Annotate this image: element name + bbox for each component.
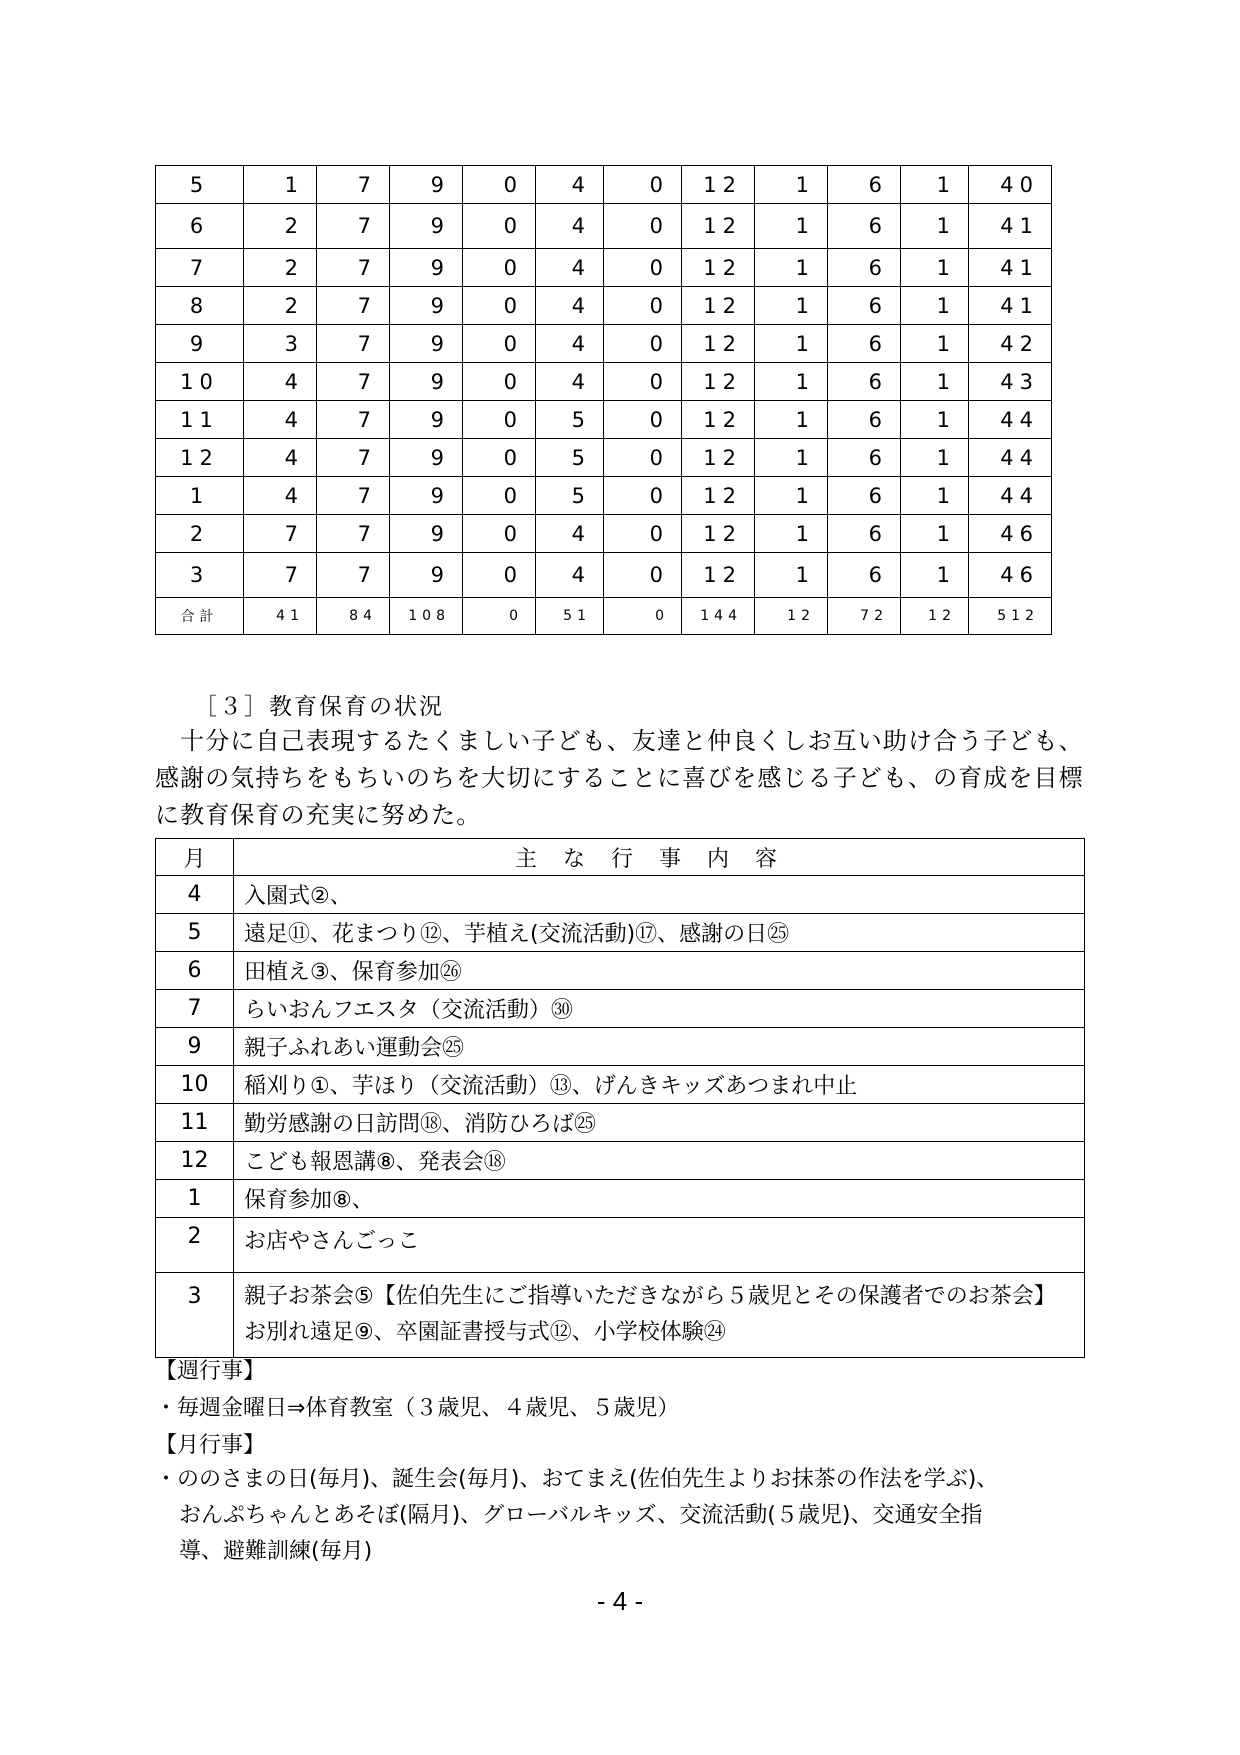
table-cell: 7 (317, 477, 390, 515)
event-month: 7 (156, 990, 234, 1028)
table-row (156, 363, 1052, 401)
table-cell: 0 (604, 553, 682, 598)
table-cell: 1 (755, 204, 828, 249)
event-content: 稲刈り①、芋ほり（交流活動）⑬、げんきキッズあつまれ中止 (234, 1066, 1085, 1104)
event-month: 6 (156, 952, 234, 990)
month-cell: 2 (156, 515, 244, 553)
month-cell: 合計 (156, 598, 244, 635)
table-cell: 7 (317, 325, 390, 363)
table-cell: 9 (390, 287, 463, 325)
table-cell: 4 (536, 287, 604, 325)
table-cell: 1 (901, 477, 969, 515)
table-cell: 1 (901, 249, 969, 287)
table-cell: 3 (244, 325, 317, 363)
table-cell: 7 (317, 287, 390, 325)
table-cell: 46 (969, 515, 1052, 553)
table-cell: 6 (828, 287, 901, 325)
table-cell: 7 (244, 553, 317, 598)
table-cell: 0 (604, 401, 682, 439)
event-row (156, 914, 1085, 952)
table-cell: 0 (463, 553, 536, 598)
table-cell: 144 (682, 598, 755, 635)
table-cell: 12 (682, 363, 755, 401)
table-cell: 6 (828, 439, 901, 477)
table-cell: 12 (682, 515, 755, 553)
table-row (156, 439, 1052, 477)
table-cell: 4 (536, 249, 604, 287)
table-row (156, 287, 1052, 325)
table-cell: 1 (755, 439, 828, 477)
table-cell: 6 (828, 204, 901, 249)
event-row (156, 1142, 1085, 1180)
table-cell: 2 (244, 249, 317, 287)
table-cell: 1 (901, 287, 969, 325)
table-cell: 1 (755, 477, 828, 515)
month-cell: 12 (156, 439, 244, 477)
table-cell: 12 (901, 598, 969, 635)
table-row (156, 553, 1052, 598)
table-cell: 6 (828, 553, 901, 598)
monthly-item (155, 1462, 1095, 1570)
table-cell: 84 (317, 598, 390, 635)
table-cell: 46 (969, 553, 1052, 598)
month-cell: 9 (156, 325, 244, 363)
table-row (156, 325, 1052, 363)
table-cell: 12 (682, 204, 755, 249)
section-heading: ［３］教育保育の状況 (194, 694, 444, 720)
table-row (156, 249, 1052, 287)
table-cell: 44 (969, 477, 1052, 515)
table-cell: 0 (463, 287, 536, 325)
events-header-content: 主な行事内容 (234, 839, 1085, 876)
table-cell: 6 (828, 363, 901, 401)
event-content-line2: お別れ遠足⑨、卒園証書授与式⑫、小学校体験㉔ (244, 1320, 726, 1345)
table-cell: 0 (604, 325, 682, 363)
events-table (155, 838, 1085, 1358)
table-cell: 1 (755, 553, 828, 598)
table-cell: 41 (969, 204, 1052, 249)
event-row (156, 1066, 1085, 1104)
total-row (156, 598, 1052, 635)
enrollment-table (155, 165, 1052, 635)
table-cell: 1 (755, 363, 828, 401)
event-content: 遠足⑪、花まつり⑫、芋植え(交流活動)⑰、感謝の日㉕ (234, 914, 1085, 952)
table-cell: 1 (755, 166, 828, 204)
table-cell: 12 (682, 553, 755, 598)
table-cell: 12 (682, 287, 755, 325)
table-cell: 1 (901, 515, 969, 553)
table-cell: 4 (536, 204, 604, 249)
event-content: 勤労感謝の日訪問⑱、消防ひろば㉕ (234, 1104, 1085, 1142)
table-cell: 4 (244, 401, 317, 439)
month-cell: 8 (156, 287, 244, 325)
table-cell: 7 (317, 204, 390, 249)
monthly-item-line2: おんぷちゃんとあそぼ(隔月)、グローバルキッズ、交流活動(５歳児)、交通安全指 (179, 1503, 983, 1528)
table-cell: 9 (390, 325, 463, 363)
month-cell: 6 (156, 204, 244, 249)
event-month: 3 (156, 1273, 234, 1358)
table-cell: 4 (244, 363, 317, 401)
table-cell: 12 (682, 439, 755, 477)
table-cell: 44 (969, 439, 1052, 477)
event-row (156, 1218, 1085, 1273)
table-cell: 0 (463, 166, 536, 204)
table-cell: 1 (755, 515, 828, 553)
month-cell: 11 (156, 401, 244, 439)
monthly-item-line1: ・ののさまの日(毎月)、誕生会(毎月)、おてまえ(佐伯先生よりお抹茶の作法を学ぶ)、 (155, 1467, 999, 1492)
month-cell: 5 (156, 166, 244, 204)
table-cell: 0 (463, 204, 536, 249)
table-cell: 41 (969, 287, 1052, 325)
table-cell: 1 (755, 249, 828, 287)
table-cell: 1 (755, 401, 828, 439)
table-cell: 1 (901, 439, 969, 477)
section-paragraph: 十分に自己表現するたくましい子ども、友達と仲良くしお互い助け合う子ども、感謝の気持ちをもちいのちを大切にすることに喜びを感じる子ども、の育成を目標に教育保育の充実に努めた。 (155, 727, 1084, 829)
table-cell: 0 (604, 287, 682, 325)
table-cell: 1 (901, 204, 969, 249)
table-cell: 12 (682, 325, 755, 363)
table-cell: 0 (604, 598, 682, 635)
event-month: 9 (156, 1028, 234, 1066)
table-cell: 9 (390, 401, 463, 439)
table-cell: 41 (244, 598, 317, 635)
table-cell: 9 (390, 439, 463, 477)
table-cell: 7 (317, 401, 390, 439)
event-month: 11 (156, 1104, 234, 1142)
table-cell: 6 (828, 325, 901, 363)
table-cell: 4 (244, 439, 317, 477)
table-cell: 7 (317, 249, 390, 287)
weekly-item: ・毎週金曜日⇒体育教室（３歳児、４歳児、５歳児） (155, 1396, 680, 1421)
event-content: 入園式②、 (234, 876, 1085, 914)
event-content: 保育参加⑧、 (234, 1180, 1085, 1218)
monthly-title: 【月行事】 (155, 1433, 266, 1458)
table-cell: 4 (536, 325, 604, 363)
table-cell: 0 (463, 598, 536, 635)
table-cell: 6 (828, 515, 901, 553)
event-month: 1 (156, 1180, 234, 1218)
table-cell: 5 (536, 439, 604, 477)
event-row (156, 876, 1085, 914)
event-content: こども報恩講⑧、発表会⑱ (234, 1142, 1085, 1180)
table-cell: 4 (536, 515, 604, 553)
event-month: 2 (156, 1218, 234, 1273)
table-cell: 0 (604, 477, 682, 515)
event-month: 5 (156, 914, 234, 952)
table-cell: 9 (390, 166, 463, 204)
table-cell: 12 (682, 401, 755, 439)
table-cell: 12 (682, 166, 755, 204)
table-cell: 0 (463, 325, 536, 363)
event-row (156, 1028, 1085, 1066)
event-row (156, 1180, 1085, 1218)
table-cell: 1 (755, 325, 828, 363)
table-cell: 0 (604, 515, 682, 553)
month-cell: 7 (156, 249, 244, 287)
table-cell: 0 (604, 204, 682, 249)
table-cell: 5 (536, 477, 604, 515)
month-cell: 1 (156, 477, 244, 515)
table-cell: 51 (536, 598, 604, 635)
table-cell: 6 (828, 477, 901, 515)
table-cell: 0 (463, 401, 536, 439)
table-cell: 0 (604, 363, 682, 401)
event-content: 田植え③、保育参加㉖ (234, 952, 1085, 990)
table-cell: 72 (828, 598, 901, 635)
event-row (156, 952, 1085, 990)
event-row (156, 1273, 1085, 1358)
table-cell: 7 (244, 515, 317, 553)
month-cell: 10 (156, 363, 244, 401)
table-cell: 5 (536, 401, 604, 439)
event-row (156, 1104, 1085, 1142)
event-content: らいおんフエスタ（交流活動）㉚ (234, 990, 1085, 1028)
table-row (156, 401, 1052, 439)
table-cell: 108 (390, 598, 463, 635)
table-cell: 1 (901, 325, 969, 363)
event-content (234, 1273, 1085, 1358)
event-content: お店やさんごっこ (234, 1218, 1085, 1273)
table-cell: 6 (828, 249, 901, 287)
table-cell: 9 (390, 553, 463, 598)
month-cell: 3 (156, 553, 244, 598)
table-cell: 6 (828, 401, 901, 439)
table-cell: 2 (244, 204, 317, 249)
table-cell: 6 (828, 166, 901, 204)
table-cell: 0 (463, 249, 536, 287)
event-content: 親子ふれあい運動会㉕ (234, 1028, 1085, 1066)
monthly-item-line3: 導、避難訓練(毎月) (179, 1539, 373, 1564)
table-cell: 9 (390, 249, 463, 287)
table-cell: 12 (682, 249, 755, 287)
events-header-row (156, 839, 1085, 876)
table-cell: 44 (969, 401, 1052, 439)
table-cell: 12 (755, 598, 828, 635)
table-cell: 4 (536, 553, 604, 598)
table-row (156, 515, 1052, 553)
table-cell: 512 (969, 598, 1052, 635)
table-cell: 40 (969, 166, 1052, 204)
table-cell: 12 (682, 477, 755, 515)
table-cell: 7 (317, 363, 390, 401)
event-row (156, 990, 1085, 1028)
table-cell: 2 (244, 287, 317, 325)
table-cell: 0 (463, 439, 536, 477)
page-number: - 4 - (596, 1586, 644, 1616)
table-row (156, 204, 1052, 249)
table-cell: 0 (463, 477, 536, 515)
table-cell: 7 (317, 166, 390, 204)
table-cell: 9 (390, 363, 463, 401)
event-month: 12 (156, 1142, 234, 1180)
events-header-month: 月 (156, 839, 234, 876)
event-month: 4 (156, 876, 234, 914)
table-row (156, 477, 1052, 515)
table-cell: 9 (390, 204, 463, 249)
event-content-line1: 親子お茶会⑤【佐伯先生にご指導いただきながら５歳児とその保護者でのお茶会】 (244, 1284, 1056, 1309)
table-cell: 1 (901, 401, 969, 439)
table-cell: 41 (969, 249, 1052, 287)
weekly-title: 【週行事】 (155, 1359, 266, 1384)
table-cell: 42 (969, 325, 1052, 363)
table-cell: 9 (390, 515, 463, 553)
table-cell: 7 (317, 515, 390, 553)
table-cell: 0 (604, 439, 682, 477)
table-cell: 7 (317, 553, 390, 598)
table-cell: 1 (901, 363, 969, 401)
table-cell: 9 (390, 477, 463, 515)
table-cell: 0 (604, 249, 682, 287)
table-cell: 7 (317, 439, 390, 477)
table-cell: 0 (463, 515, 536, 553)
table-cell: 1 (901, 553, 969, 598)
table-cell: 1 (244, 166, 317, 204)
table-cell: 4 (536, 363, 604, 401)
table-row (156, 166, 1052, 204)
table-cell: 4 (536, 166, 604, 204)
event-month: 10 (156, 1066, 234, 1104)
table-cell: 1 (901, 166, 969, 204)
table-cell: 0 (463, 363, 536, 401)
table-cell: 4 (244, 477, 317, 515)
table-cell: 0 (604, 166, 682, 204)
table-cell: 43 (969, 363, 1052, 401)
table-cell: 1 (755, 287, 828, 325)
